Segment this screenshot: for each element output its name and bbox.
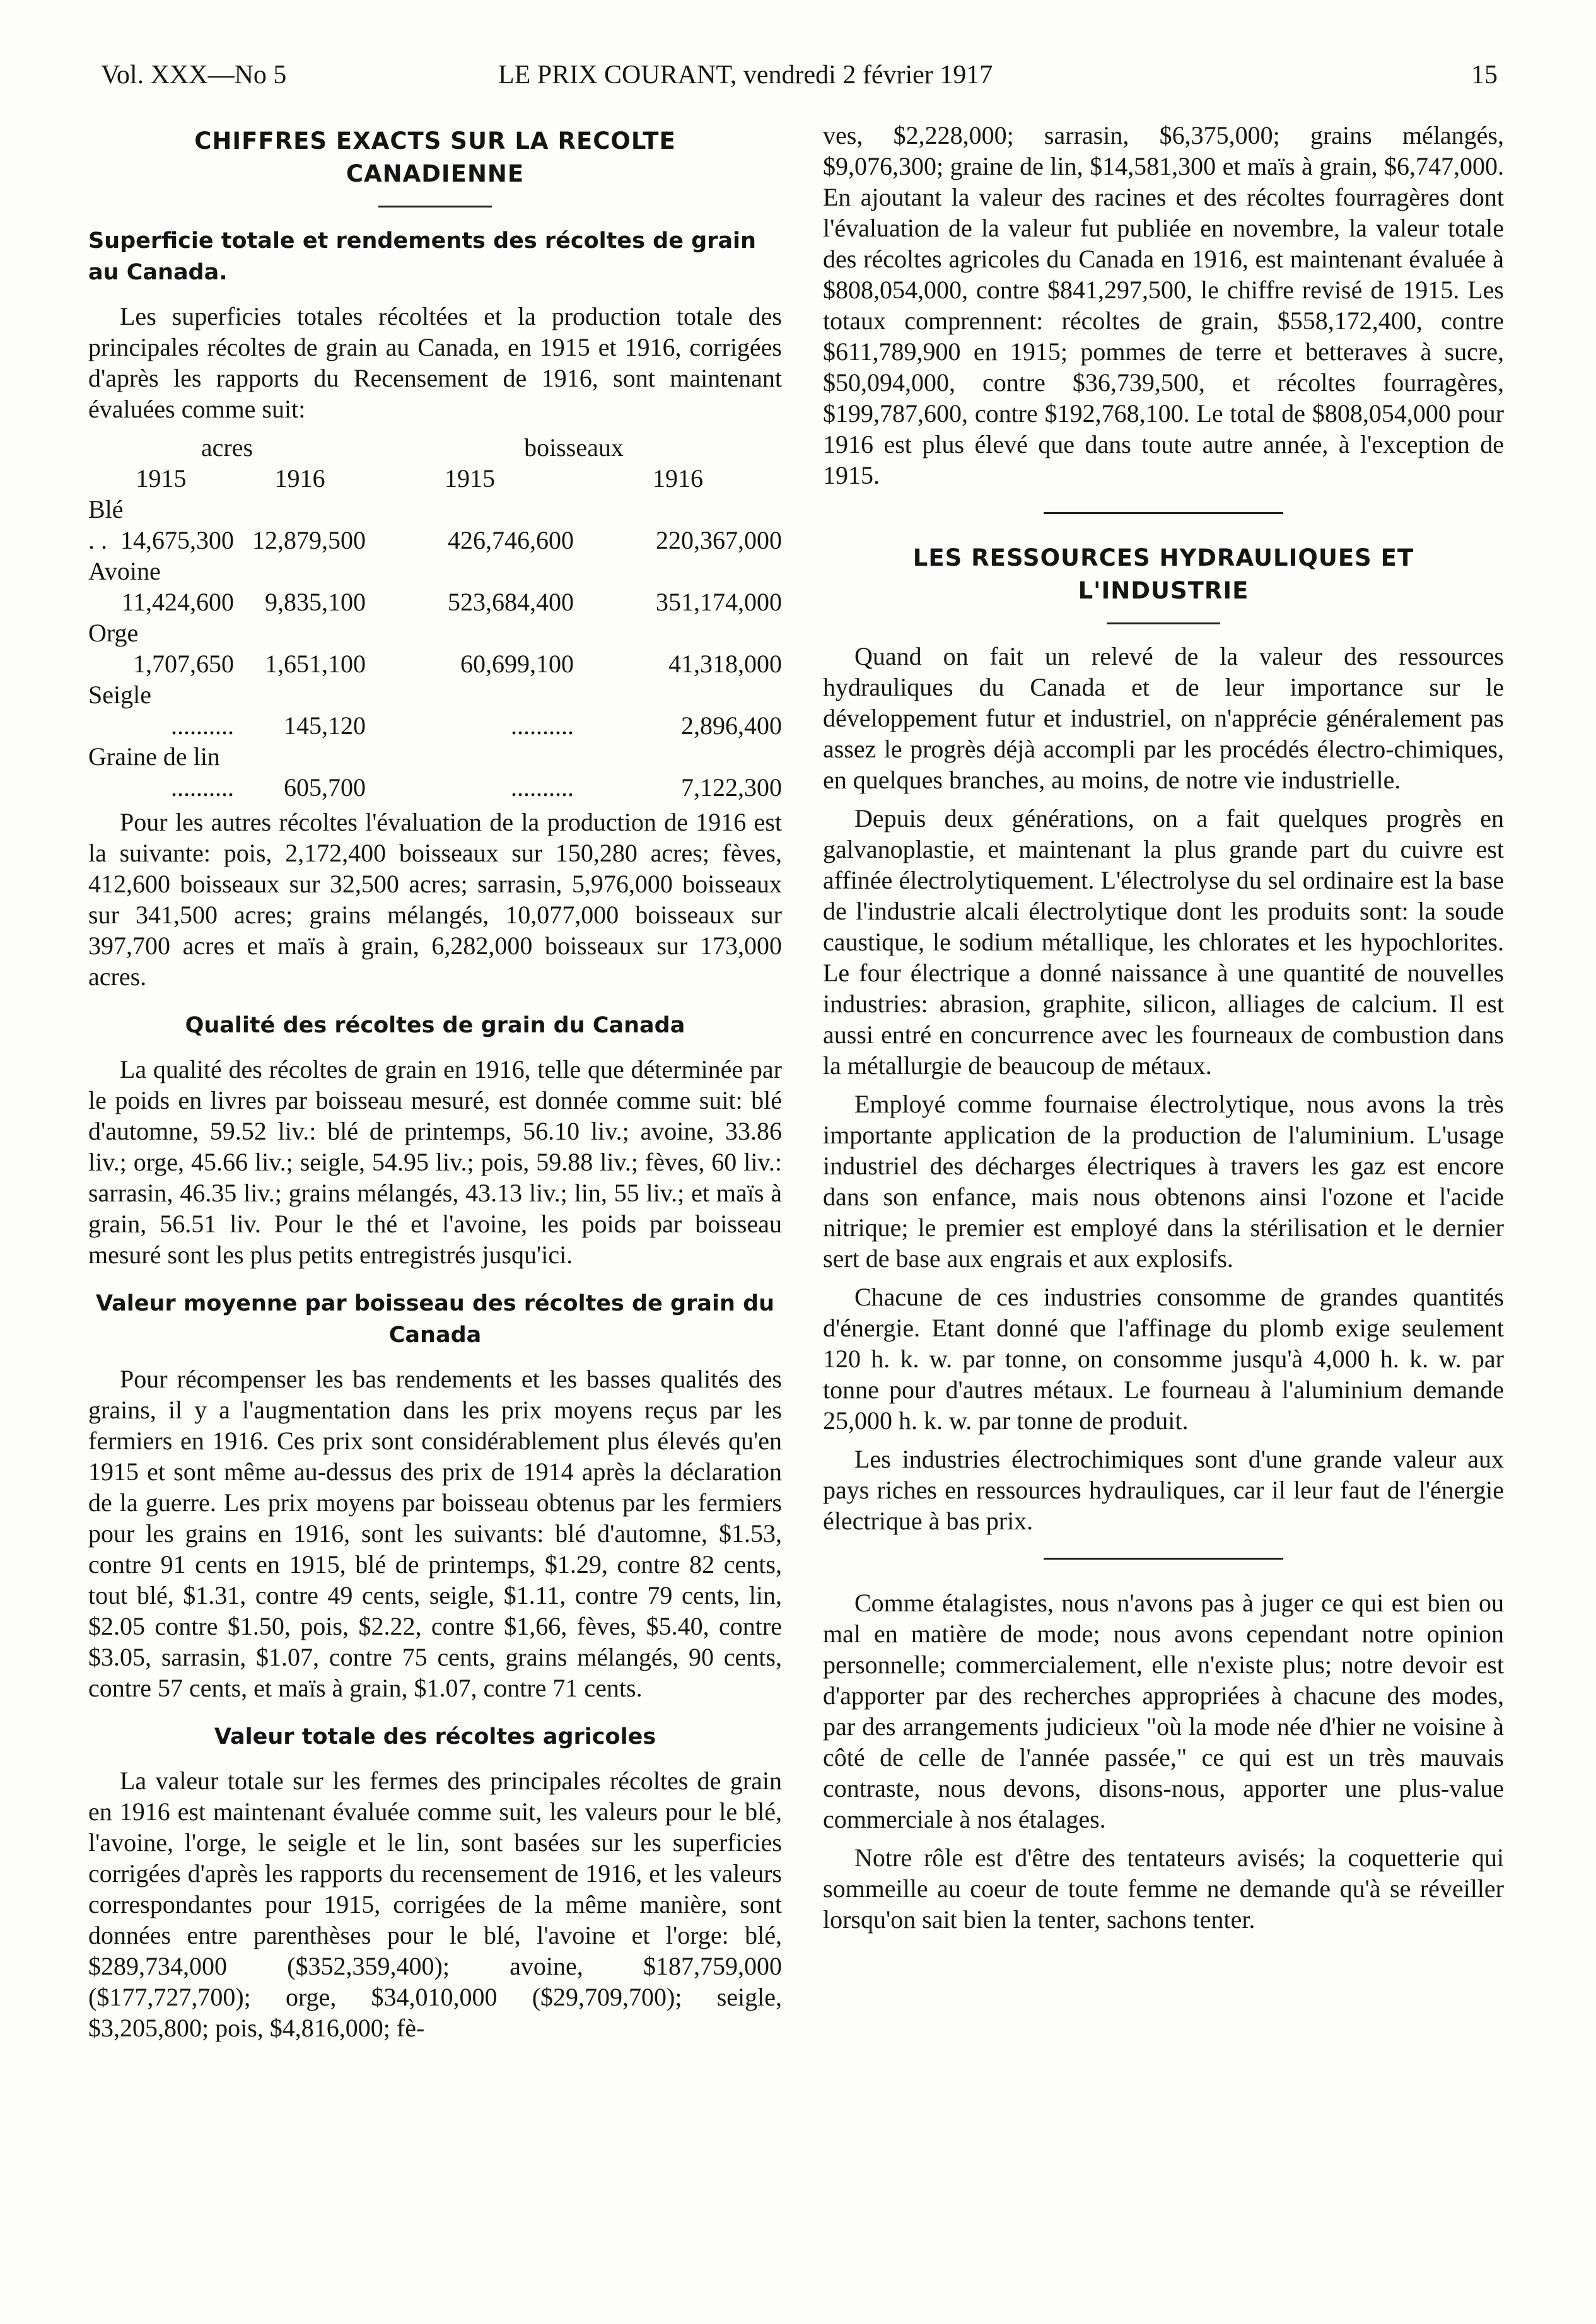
volume-number: Vol. XXX—No 5 xyxy=(101,61,287,90)
unit-bushels: boisseaux xyxy=(524,433,624,462)
paragraph: Chacune de ces industries consomme de grandes quantités d'énergie. Etant donné que l'affinage du plomb exige seulement 120 h. k. w. par tonne, on consomme jusqu'à 4,000 h. k. w. par tonne pour d'autres métaux. Le fourneau à l'aluminium demande 25,000 h. k. w. par tonne de produit. xyxy=(823,1283,1504,1435)
section-heading-valeur-totale: Valeur totale des récoltes agricoles xyxy=(214,1724,656,1749)
table-cell: .......... xyxy=(511,773,574,802)
table-row xyxy=(88,587,782,617)
table-cell: 12,879,500 xyxy=(252,526,366,554)
leader-dots: . . xyxy=(88,526,107,554)
crop-name: Blé xyxy=(88,495,124,523)
table-row xyxy=(88,710,782,741)
section-heading-superficie: Superficie totale et rendements des récoltes de grain au Canada. xyxy=(88,228,756,285)
divider xyxy=(378,206,492,207)
left-column xyxy=(88,120,782,2051)
table-row xyxy=(88,648,782,679)
paragraph: La qualité des récoltes de grain en 1916, telle que déterminée par le poids en livres par boisseau mesuré, est donnée comme suit: blé d'automne, 59.52 liv.: blé de printemps, 56.10 liv.; avoine, 33.86 liv.; orge, 45.66 liv.; seigle, 54.95 liv.; pois, 59.88 liv.; fèves, 60 liv.: sarrasin, 46.35 liv.; grains mélangés, 43.13 liv.; lin, 55 liv.; et maïs à grain, 56.51 liv. Pour le thé et l'avoine, les poids par boisseau mesuré sont les plus petits entregistrés jusqu'ici. xyxy=(88,1055,782,1269)
table-cell: 145,120 xyxy=(284,711,366,740)
right-column xyxy=(823,120,1504,1942)
table-row xyxy=(88,525,782,556)
table-cell: 523,684,400 xyxy=(448,588,574,616)
table-cell: 7,122,300 xyxy=(681,773,782,802)
table-cell: 60,699,100 xyxy=(460,650,574,678)
table-cell: 605,700 xyxy=(284,773,366,802)
crop-name: Graine de lin xyxy=(88,742,220,771)
divider xyxy=(1107,622,1220,624)
table-cell: 1,707,650 xyxy=(133,650,234,678)
table-cell: .......... xyxy=(511,711,574,740)
table-cell: .......... xyxy=(171,711,234,740)
unit-acres: acres xyxy=(201,433,253,462)
table-cell: 426,746,600 xyxy=(448,526,574,554)
paragraph: Les industries électrochimiques sont d'une grande valeur aux pays riches en ressources hydrauliques, car il leur faut de l'énergie électrique à bas prix. xyxy=(823,1445,1504,1535)
crop-name: Seigle xyxy=(88,680,151,709)
table-row-label xyxy=(88,556,782,587)
section-heading-valeur-moyenne: Valeur moyenne par boisseau des récoltes de grain du Canada xyxy=(95,1291,775,1348)
table-cell: 351,174,000 xyxy=(656,588,782,616)
masthead: LE PRIX COURANT, vendredi 2 février 1917 xyxy=(498,61,993,90)
page-header xyxy=(101,60,1498,104)
paragraph: Comme étalagistes, nous n'avons pas à juger ce qui est bien ou mal en matière de mode; nous avons cependant notre opinion personnelle; commercialement, elle n'existe plus; notre devoir est d'apporter par des recherches appropriées à chacune des modes, par des arrangements judicieux "où la mode née d'hier ne voisine à côté de celle de l'année passée," ce qui est un très mauvais contraste, nous devons, disons-nous, apporter une plus-value commerciale à nos étalages. xyxy=(823,1589,1504,1833)
table-row-label xyxy=(88,617,782,648)
year-header: 1915 xyxy=(445,464,495,493)
page-number: 15 xyxy=(1471,61,1498,90)
paragraph: Quand on fait un relevé de la valeur des ressources hydrauliques du Canada et de leur importance sur le développement futur et industriel, on n'apprécie généralement pas assez le progrès déjà accompli par les procédés électro-chimiques, en quelques branches, au moins, de notre vie industrielle. xyxy=(823,642,1504,794)
table-row-label xyxy=(88,741,782,772)
paragraph: Les superficies totales récoltées et la production totale des principales récoltes de grain au Canada, en 1915 et 1916, corrigées d'après les rapports du Recensement de 1916, sont maintenant évaluées comme suit: xyxy=(88,302,782,423)
paragraph: La valeur totale sur les fermes des principales récoltes de grain en 1916 est maintenant évaluée comme suit, les valeurs pour le blé, l'avoine, l'orge, le seigle et le lin, sont basées sur les superficies corrigées d'après les rapports du recensement de 1916, et les valeurs correspondantes pour 1915, corrigées de la même manière, sont données entre parenthèses pour le blé, l'avoine et l'orge: blé, $289,734,000 ($352,359,400); avoine, $187,759,000 ($177,727,700); orge, $34,010,000 ($29,709,700); seigle, $3,205,800; pois, $4,816,000; fè- xyxy=(88,1766,782,2042)
crop-name: Orge xyxy=(88,619,139,647)
table-cell: 2,896,400 xyxy=(681,711,782,740)
table-cell: 1,651,100 xyxy=(265,650,366,678)
crop-name: Avoine xyxy=(88,557,161,585)
divider xyxy=(1044,1558,1283,1560)
paragraph: Employé comme fournaise électrolytique, nous avons la très importante application de la production de l'aluminium. L'usage industriel des décharges électriques à travers les gaz est encore dans son enfance, mais nous obtenons ainsi l'ozone et l'acide nitrique; le premier est employé dans la stérilisation et le dernier sert de base aux engrais et aux explosifs. xyxy=(823,1090,1504,1273)
table-row-label xyxy=(88,494,782,525)
table-cell: 220,367,000 xyxy=(656,526,782,554)
article-title-hydrauliques: LES RESSOURCES HYDRAULIQUES ET L'INDUSTRIE xyxy=(912,544,1414,604)
table-row-label xyxy=(88,679,782,710)
table-cell: . . 14,675,300 xyxy=(88,526,234,554)
paragraph: Pour les autres récoltes l'évaluation de la production de 1916 est la suivante: pois, 2,172,400 boisseaux sur 150,280 acres; fèves, 412,600 boisseaux sur 32,500 acres; sarrasin, 5,976,000 boisseaux sur 341,500 acres; grains mélangés, 10,077,000 boisseaux sur 397,700 acres et maïs à grain, 6,282,000 boisseaux sur 173,000 acres. xyxy=(88,808,782,991)
crop-table xyxy=(88,432,782,803)
paragraph: Pour récompenser les bas rendements et les basses qualités des grains, il y a l'augmentation dans les prix moyens reçus par les fermiers en 1916. Ces prix sont considérablement plus élevés qu'en 1915 et sont même au-dessus des prix de 1914 après la déclaration de la guerre. Les prix moyens par boisseau obtenus par les fermiers pour les grains en 1916, sont les suivants: blé d'automne, $1.53, contre 91 cents en 1915, blé de printemps, $1.29, contre 82 cents, tout blé, $1.31, contre 49 cents, seigle, $1.11, contre 79 cents, lin, $2.05 contre $1.50, pois, $2.22, contre $1,66, fèves, $5.40, contre $3.05, sarrasin, $1.07, contre 75 cents, grains mélangés, 90 cents, contre 57 cents, et maïs à grain, $1.07, contre 71 cents. xyxy=(88,1365,782,1702)
section-heading-qualite: Qualité des récoltes de grain du Canada xyxy=(185,1013,685,1038)
table-cell: 9,835,100 xyxy=(265,588,366,616)
table-year-row xyxy=(88,463,782,494)
year-header: 1916 xyxy=(274,464,325,493)
table-cell: .......... xyxy=(171,773,234,802)
table-cell: 41,318,000 xyxy=(668,650,782,678)
paragraph: Depuis deux générations, on a fait quelques progrès en galvanoplastie, et maintenant la plus grande part du cuivre est affinée électrolytiquement. L'électrolyse du sel ordinaire est la base de l'industrie alcali électrolytique dont les produits sont: la soude caustique, le sodium métallique, les chlorates et les hypochlorites. Le four électrique a donné naissance à une quantité de nouvelles industries: abrasion, graphite, silicon, alliages de calcium. Il est aussi entré en concurrence avec les fourneaux de combustion dans la métallurgie de beaucoup de métaux. xyxy=(823,804,1504,1080)
divider xyxy=(1044,512,1283,514)
paragraph: Notre rôle est d'être des tentateurs avisés; la coquetterie qui sommeille au coeur de toute femme ne demande qu'à se réveiller lorsqu'on sait bien la tenter, sachons tenter. xyxy=(823,1843,1504,1934)
table-row xyxy=(88,772,782,803)
table-cell: 11,424,600 xyxy=(121,588,234,616)
year-header: 1916 xyxy=(653,464,703,493)
table-unit-row xyxy=(88,432,782,463)
article-title: CHIFFRES EXACTS SUR LA RECOLTE CANADIENNE xyxy=(194,127,676,187)
paragraph: ves, $2,228,000; sarrasin, $6,375,000; grains mélangés, $9,076,300; graine de lin, $14,581,300 et maïs à grain, $6,747,000. En ajoutant la valeur des racines et des récoltes fourragères dont l'évaluation de la valeur fut publiée en novembre, la valeur totale des récoltes agricoles du Canada en 1916, est maintenant évaluée à $808,054,000, contre $841,297,500, le chiffre revisé de 1915. Les totaux comprennent: récoltes de grain, $558,172,400, contre $611,789,900 en 1915; pommes de terre et betteraves à sucre, $50,094,000, contre $36,739,500, et récoltes fourragères, $199,787,600, contre $192,768,100. Le total de $808,054,000 pour 1916 est plus élevé que dans toute autre année, à l'exception de 1915. xyxy=(823,121,1504,489)
year-header: 1915 xyxy=(136,464,187,493)
